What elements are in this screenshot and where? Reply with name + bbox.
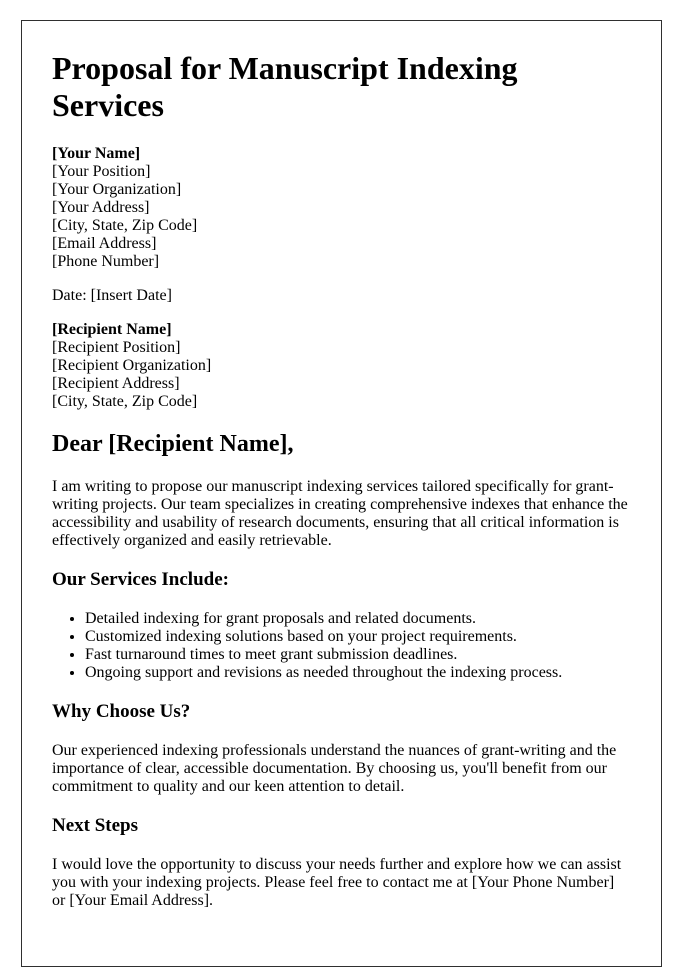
intro-paragraph: I am writing to propose our manuscript indexing services tailored specifically for grant-writing projects. Our team specializes in creating comprehensive indexes that enhance the accessibility and usability of research documents, ensuring that all critical information is effectively organized and easily retrievable. [52, 478, 628, 550]
sender-phone: [Phone Number] [52, 252, 160, 270]
sender-email: [Email Address] [52, 234, 157, 252]
why-choose-us-paragraph: Our experienced indexing professionals understand the nuances of grant-writing and the importance of clear, accessible documentation. By choosing us, you'll benefit from our commitment to quality and our keen attention to detail. [52, 741, 617, 795]
list-item: • Ongoing support and revisions as needed throughout the indexing process. [85, 664, 631, 682]
sender-organization: [Your Organization] [52, 180, 182, 198]
sender-address: [Your Address] [52, 198, 150, 216]
date-line: Date: [Insert Date] [52, 286, 172, 304]
sender-city-state-zip: [City, State, Zip Code] [52, 216, 198, 234]
recipient-position: [Recipient Position] [52, 338, 181, 356]
sender-name: [Your Name] [52, 144, 141, 162]
why-choose-us-heading: Why Choose Us? [52, 701, 191, 723]
recipient-name: [Recipient Name] [52, 320, 172, 338]
list-item: • Customized indexing solutions based on your project requirements. [85, 628, 631, 646]
document-viewport [0, 20, 700, 920]
recipient-block [52, 321, 631, 411]
sender-position: [Your Position] [52, 162, 151, 180]
salutation-heading: Dear [Recipient Name], [52, 430, 294, 457]
list-item: • Fast turnaround times to meet grant submission deadlines. [85, 646, 631, 664]
letter-page [21, 20, 662, 967]
next-steps-paragraph: I would love the opportunity to discuss your needs further and explore how we can assist you with your indexing projects. Please feel free to contact me at [Your Phone Number] or [Your Email Address]. [52, 855, 622, 909]
recipient-city-state-zip: [City, State, Zip Code] [52, 392, 198, 410]
services-heading: Our Services Include: [52, 569, 229, 591]
sender-block [52, 145, 631, 271]
recipient-address: [Recipient Address] [52, 374, 180, 392]
next-steps-heading: Next Steps [52, 814, 139, 836]
recipient-organization: [Recipient Organization] [52, 356, 212, 374]
list-item: • Detailed indexing for grant proposals and related documents. [85, 610, 631, 628]
services-list [52, 610, 631, 682]
page-title: Proposal for Manuscript Indexing Services [52, 50, 518, 123]
